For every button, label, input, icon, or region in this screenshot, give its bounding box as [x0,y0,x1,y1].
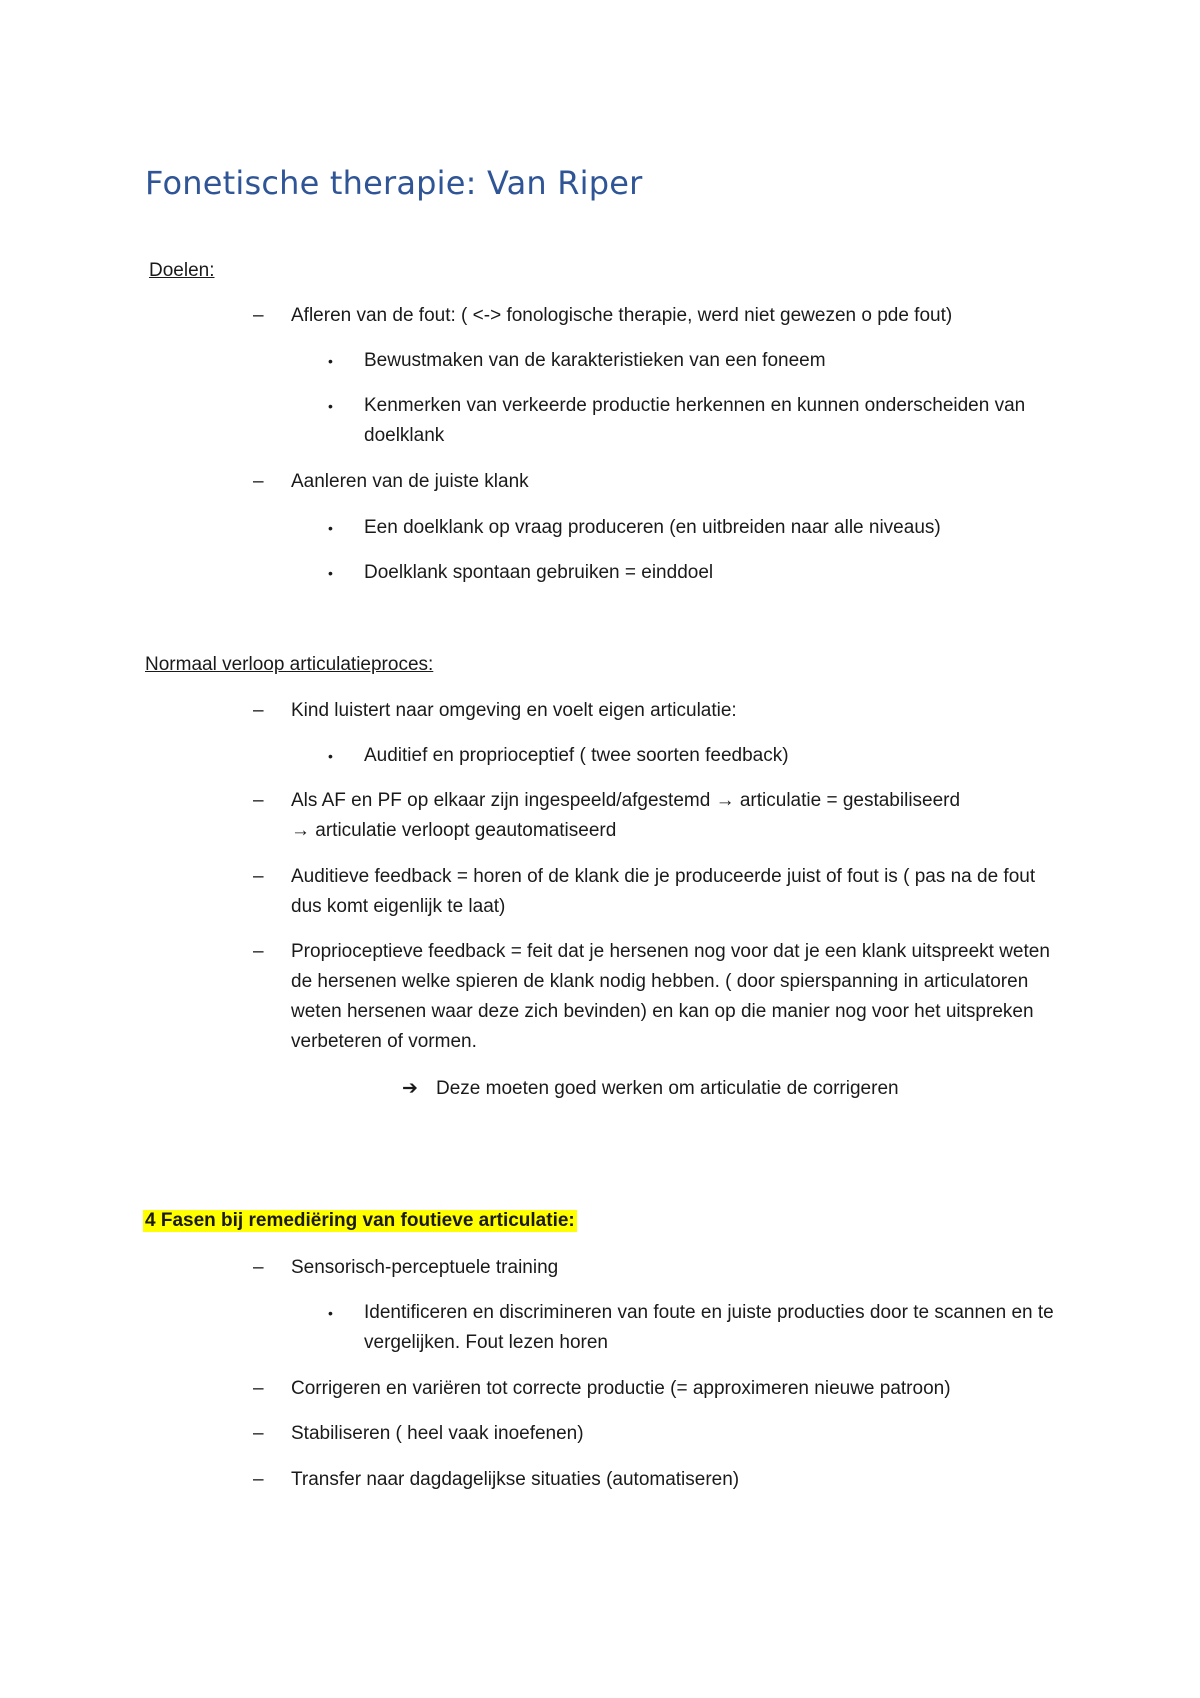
list-item: • Auditief en proprioceptief ( twee soorten feedback) [364,741,1064,771]
bullet-marker: • [328,398,333,414]
dash-marker: – [253,1257,264,1278]
dash-marker: – [253,305,264,326]
dash-marker: – [253,866,264,887]
dash-marker: – [253,1423,264,1444]
dash-marker: – [253,1469,264,1490]
dash-marker: – [253,700,264,721]
list-item: – Auditieve feedback = horen of de klank die je produceerde juist of fout is ( pas na de fout dus komt eigenlijk te laat) [291,862,1061,922]
dash-marker: – [253,471,264,492]
list-item: ➔ Deze moeten goed werken om articulatie de corrigeren [436,1074,1056,1104]
list-item: • Doelklank spontaan gebruiken = einddoel [364,558,1064,588]
list-item: – Sensorisch-perceptuele training [291,1253,1051,1283]
dash-marker: – [253,790,264,811]
list-item: – Stabiliseren ( heel vaak inoefenen) [291,1419,1051,1449]
list-item: – Afleren van de fout: ( <-> fonologische therapie, werd niet gewezen o pde fout) [291,301,1051,331]
list-item: • Bewustmaken van de karakteristieken van een foneem [364,346,1064,376]
bullet-marker: • [328,748,333,764]
list-item: – Kind luistert naar omgeving en voelt eigen articulatie: [291,696,1051,726]
list-item: – Proprioceptieve feedback = feit dat je hersenen nog voor dat je een klank uitspreekt weten de hersenen welke spieren de klank nodig hebben. ( door spierspanning in articulatoren weten hersenen waar deze zich bevinden) en kan op die manier nog voor het uitspreken verbeteren of vormen. [291,937,1071,1057]
bullet-marker: • [328,565,333,581]
heading-fasen: 4 Fasen bij remediëring van foutieve articulatie: [145,1210,575,1231]
list-item: – Transfer naar dagdagelijkse situaties (automatiseren) [291,1465,1051,1495]
bullet-marker: • [328,520,333,536]
arrow-icon: → [715,790,735,811]
list-item: • Een doelklank op vraag produceren (en uitbreiden naar alle niveaus) [364,513,1064,543]
heading-verloop: Normaal verloop articulatieproces: [145,654,434,675]
list-item: – Aanleren van de juiste klank [291,467,1051,497]
bullet-marker: • [328,353,333,369]
list-item: – Corrigeren en variëren tot correcte productie (= approximeren nieuwe patroon) [291,1374,1071,1404]
dash-marker: – [253,941,264,962]
page-title: Fonetische therapie: Van Riper [145,164,643,202]
list-item: • Kenmerken van verkeerde productie herkennen en kunnen onderscheiden van doelklank [364,391,1064,451]
bullet-marker: • [328,1305,333,1321]
list-item: – Als AF en PF op elkaar zijn ingespeeld/afgestemd → articulatie = gestabiliseerd → articulatie verloopt geautomatiseerd [291,786,1071,846]
list-item: • Identificeren en discrimineren van foute en juiste producties door te scannen en te vergelijken. Fout lezen horen [364,1298,1074,1358]
arrow-icon: ➔ [402,1078,418,1099]
heading-doelen: Doelen: [149,260,215,281]
arrow-icon: → [291,820,310,841]
dash-marker: – [253,1378,264,1399]
